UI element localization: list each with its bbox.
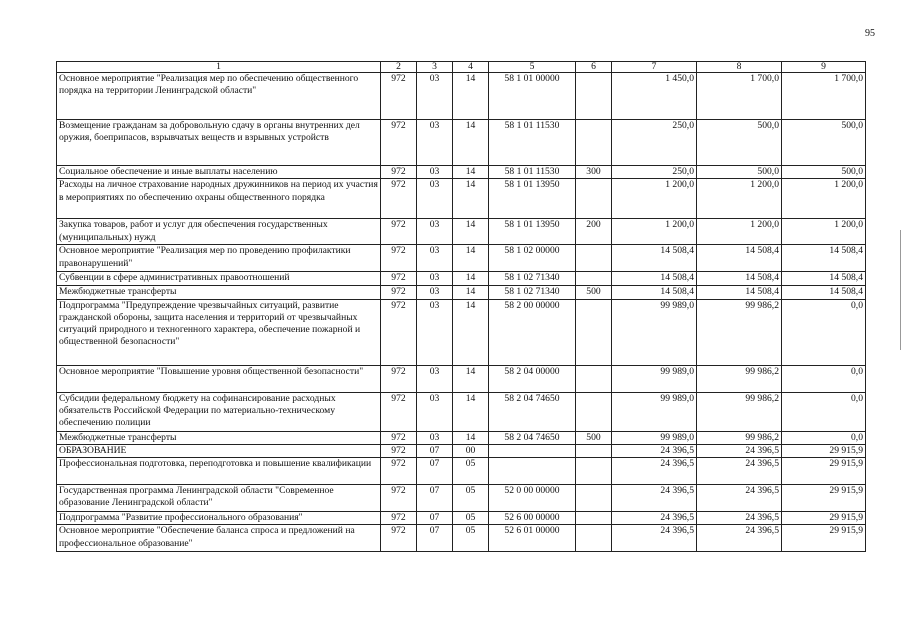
amount-year3-cell: 29 915,9 xyxy=(782,444,866,457)
amount-year3-cell: 29 915,9 xyxy=(782,485,866,512)
row-name-cell: Межбюджетные трансферты xyxy=(57,431,381,444)
ministry-code-cell: 972 xyxy=(381,272,417,286)
amount-year3-cell: 0,0 xyxy=(782,431,866,444)
amount-year3-cell: 1 700,0 xyxy=(782,73,866,120)
subsection-cell: 14 xyxy=(453,365,489,392)
column-header: 4 xyxy=(453,62,489,73)
amount-year1-cell: 24 396,5 xyxy=(612,444,697,457)
target-article-cell: 58 1 02 71340 xyxy=(489,286,576,299)
table-row xyxy=(57,272,866,286)
expense-type-cell xyxy=(576,512,612,525)
amount-year2-cell: 24 396,5 xyxy=(697,444,782,457)
subsection-cell: 05 xyxy=(453,458,489,485)
ministry-code-cell: 972 xyxy=(381,120,417,166)
expense-type-cell: 500 xyxy=(576,431,612,444)
subsection-cell: 00 xyxy=(453,444,489,457)
target-article-cell: 58 2 04 74650 xyxy=(489,431,576,444)
table-row xyxy=(57,365,866,392)
ministry-code-cell: 972 xyxy=(381,525,417,552)
amount-year2-cell: 99 986,2 xyxy=(697,299,782,365)
amount-year2-cell: 24 396,5 xyxy=(697,485,782,512)
amount-year3-cell: 500,0 xyxy=(782,166,866,179)
amount-year2-cell: 14 508,4 xyxy=(697,286,782,299)
section-cell: 07 xyxy=(417,512,453,525)
row-name-cell: Государственная программа Ленинградской области "Современное образование Ленинградской области" xyxy=(57,485,381,512)
amount-year2-cell: 99 986,2 xyxy=(697,431,782,444)
page-number: 95 xyxy=(865,28,875,39)
table-row xyxy=(57,392,866,431)
subsection-cell: 14 xyxy=(453,166,489,179)
section-cell: 07 xyxy=(417,485,453,512)
amount-year1-cell: 24 396,5 xyxy=(612,458,697,485)
ministry-code-cell: 972 xyxy=(381,444,417,457)
expense-type-cell: 300 xyxy=(576,166,612,179)
amount-year3-cell: 29 915,9 xyxy=(782,525,866,552)
amount-year2-cell: 1 200,0 xyxy=(697,179,782,219)
row-name-cell: Подпрограмма "Развитие профессионального образования" xyxy=(57,512,381,525)
expense-type-cell xyxy=(576,485,612,512)
amount-year3-cell: 1 200,0 xyxy=(782,179,866,219)
row-name-cell: Социальное обеспечение и иные выплаты населению xyxy=(57,166,381,179)
ministry-code-cell: 972 xyxy=(381,365,417,392)
target-article-cell: 58 1 01 11530 xyxy=(489,120,576,166)
section-cell: 07 xyxy=(417,458,453,485)
ministry-code-cell: 972 xyxy=(381,458,417,485)
expense-type-cell xyxy=(576,299,612,365)
section-cell: 03 xyxy=(417,245,453,272)
subsection-cell: 14 xyxy=(453,219,489,245)
expense-type-cell xyxy=(576,525,612,552)
target-article-cell: 52 0 00 00000 xyxy=(489,485,576,512)
amount-year3-cell: 29 915,9 xyxy=(782,458,866,485)
amount-year1-cell: 14 508,4 xyxy=(612,245,697,272)
expense-type-cell: 500 xyxy=(576,286,612,299)
ministry-code-cell: 972 xyxy=(381,166,417,179)
amount-year2-cell: 500,0 xyxy=(697,120,782,166)
ministry-code-cell: 972 xyxy=(381,485,417,512)
amount-year2-cell: 500,0 xyxy=(697,166,782,179)
expense-type-cell xyxy=(576,120,612,166)
expense-type-cell xyxy=(576,272,612,286)
table-row xyxy=(57,431,866,444)
section-cell: 03 xyxy=(417,299,453,365)
row-name-cell: Профессиональная подготовка, переподготовка и повышение квалификации xyxy=(57,458,381,485)
row-name-cell: Субвенции в сфере административных правоотношений xyxy=(57,272,381,286)
table-row xyxy=(57,512,866,525)
table-row xyxy=(57,458,866,485)
section-cell: 03 xyxy=(417,73,453,120)
subsection-cell: 14 xyxy=(453,73,489,120)
subsection-cell: 14 xyxy=(453,245,489,272)
subsection-cell: 05 xyxy=(453,485,489,512)
amount-year3-cell: 14 508,4 xyxy=(782,272,866,286)
subsection-cell: 14 xyxy=(453,431,489,444)
table-row xyxy=(57,245,866,272)
target-article-cell: 52 6 01 00000 xyxy=(489,525,576,552)
target-article-cell: 58 2 04 00000 xyxy=(489,365,576,392)
amount-year3-cell: 0,0 xyxy=(782,392,866,431)
section-cell: 03 xyxy=(417,179,453,219)
section-cell: 03 xyxy=(417,219,453,245)
column-number-row xyxy=(57,62,866,73)
row-name-cell: Межбюджетные трансферты xyxy=(57,286,381,299)
amount-year3-cell: 14 508,4 xyxy=(782,245,866,272)
section-cell: 03 xyxy=(417,166,453,179)
amount-year1-cell: 99 989,0 xyxy=(612,299,697,365)
expense-type-cell: 200 xyxy=(576,219,612,245)
subsection-cell: 14 xyxy=(453,120,489,166)
amount-year1-cell: 250,0 xyxy=(612,166,697,179)
target-article-cell: 58 2 04 74650 xyxy=(489,392,576,431)
target-article-cell: 58 1 01 13950 xyxy=(489,219,576,245)
amount-year2-cell: 99 986,2 xyxy=(697,365,782,392)
amount-year1-cell: 1 200,0 xyxy=(612,179,697,219)
ministry-code-cell: 972 xyxy=(381,179,417,219)
table-row xyxy=(57,166,866,179)
section-cell: 03 xyxy=(417,272,453,286)
budget-table xyxy=(56,61,866,552)
expense-type-cell xyxy=(576,444,612,457)
column-header: 2 xyxy=(381,62,417,73)
target-article-cell xyxy=(489,458,576,485)
section-cell: 03 xyxy=(417,392,453,431)
amount-year1-cell: 99 989,0 xyxy=(612,365,697,392)
target-article-cell: 58 1 01 00000 xyxy=(489,73,576,120)
target-article-cell: 58 1 02 00000 xyxy=(489,245,576,272)
target-article-cell: 58 1 02 71340 xyxy=(489,272,576,286)
target-article-cell: 52 6 00 00000 xyxy=(489,512,576,525)
table-row xyxy=(57,299,866,365)
amount-year2-cell: 99 986,2 xyxy=(697,392,782,431)
column-header: 5 xyxy=(489,62,576,73)
target-article-cell: 58 1 01 11530 xyxy=(489,166,576,179)
row-name-cell: Основное мероприятие "Повышение уровня общественной безопасности" xyxy=(57,365,381,392)
row-name-cell: ОБРАЗОВАНИЕ xyxy=(57,444,381,457)
amount-year3-cell: 29 915,9 xyxy=(782,512,866,525)
expense-type-cell xyxy=(576,458,612,485)
expense-type-cell xyxy=(576,392,612,431)
expense-type-cell xyxy=(576,179,612,219)
ministry-code-cell: 972 xyxy=(381,299,417,365)
ministry-code-cell: 972 xyxy=(381,512,417,525)
row-name-cell: Подпрограмма "Предупреждение чрезвычайных ситуаций, развитие гражданской обороны, защита населения и территорий от чрезвычайных ситуаций природного и техногенного характера, обеспечение пожарной и общественной безопасности" xyxy=(57,299,381,365)
subsection-cell: 05 xyxy=(453,525,489,552)
row-name-cell: Основное мероприятие "Обеспечение баланса спроса и предложений на профессиональное образование" xyxy=(57,525,381,552)
amount-year1-cell: 99 989,0 xyxy=(612,431,697,444)
column-header: 9 xyxy=(782,62,866,73)
amount-year3-cell: 500,0 xyxy=(782,120,866,166)
amount-year3-cell: 14 508,4 xyxy=(782,286,866,299)
amount-year1-cell: 24 396,5 xyxy=(612,525,697,552)
target-article-cell: 58 2 00 00000 xyxy=(489,299,576,365)
expense-type-cell xyxy=(576,73,612,120)
expense-type-cell xyxy=(576,365,612,392)
row-name-cell: Расходы на личное страхование народных дружинников на период их участия в мероприятиях по обеспечению охраны общественного порядка xyxy=(57,179,381,219)
section-cell: 07 xyxy=(417,444,453,457)
target-article-cell xyxy=(489,444,576,457)
ministry-code-cell: 972 xyxy=(381,245,417,272)
amount-year3-cell: 0,0 xyxy=(782,299,866,365)
row-name-cell: Основное мероприятие "Реализация мер по обеспечению общественного порядка на территории Ленинградской области" xyxy=(57,73,381,120)
row-name-cell: Основное мероприятие "Реализация мер по проведению профилактики правонарушений" xyxy=(57,245,381,272)
ministry-code-cell: 972 xyxy=(381,286,417,299)
section-cell: 03 xyxy=(417,286,453,299)
table-row xyxy=(57,444,866,457)
page-edge-line xyxy=(900,230,901,350)
amount-year1-cell: 250,0 xyxy=(612,120,697,166)
ministry-code-cell: 972 xyxy=(381,219,417,245)
amount-year3-cell: 0,0 xyxy=(782,365,866,392)
subsection-cell: 14 xyxy=(453,179,489,219)
table-row xyxy=(57,286,866,299)
row-name-cell: Возмещение гражданам за добровольную сдачу в органы внутренних дел оружия, боеприпасов, взрывчатых веществ и взрывных устройств xyxy=(57,120,381,166)
subsection-cell: 14 xyxy=(453,286,489,299)
row-name-cell: Закупка товаров, работ и услуг для обеспечения государственных (муниципальных) нужд xyxy=(57,219,381,245)
amount-year1-cell: 99 989,0 xyxy=(612,392,697,431)
target-article-cell: 58 1 01 13950 xyxy=(489,179,576,219)
row-name-cell: Субсидии федеральному бюджету на софинансирование расходных обязательств Российской Федерации по материально-техническому обеспечению полиции xyxy=(57,392,381,431)
amount-year2-cell: 24 396,5 xyxy=(697,525,782,552)
ministry-code-cell: 972 xyxy=(381,431,417,444)
section-cell: 03 xyxy=(417,120,453,166)
subsection-cell: 14 xyxy=(453,299,489,365)
section-cell: 03 xyxy=(417,431,453,444)
amount-year2-cell: 24 396,5 xyxy=(697,512,782,525)
ministry-code-cell: 972 xyxy=(381,392,417,431)
table-row xyxy=(57,120,866,166)
subsection-cell: 14 xyxy=(453,272,489,286)
column-header: 6 xyxy=(576,62,612,73)
subsection-cell: 14 xyxy=(453,392,489,431)
table-row xyxy=(57,73,866,120)
amount-year1-cell: 1 200,0 xyxy=(612,219,697,245)
amount-year1-cell: 14 508,4 xyxy=(612,286,697,299)
amount-year1-cell: 24 396,5 xyxy=(612,512,697,525)
amount-year2-cell: 24 396,5 xyxy=(697,458,782,485)
amount-year3-cell: 1 200,0 xyxy=(782,219,866,245)
section-cell: 07 xyxy=(417,525,453,552)
column-header: 8 xyxy=(697,62,782,73)
column-header: 3 xyxy=(417,62,453,73)
amount-year1-cell: 14 508,4 xyxy=(612,272,697,286)
amount-year2-cell: 14 508,4 xyxy=(697,272,782,286)
amount-year2-cell: 1 700,0 xyxy=(697,73,782,120)
expense-type-cell xyxy=(576,245,612,272)
table-row xyxy=(57,219,866,245)
table-row xyxy=(57,485,866,512)
table-row xyxy=(57,525,866,552)
amount-year2-cell: 1 200,0 xyxy=(697,219,782,245)
column-header: 1 xyxy=(57,62,381,73)
amount-year1-cell: 1 450,0 xyxy=(612,73,697,120)
subsection-cell: 05 xyxy=(453,512,489,525)
column-header: 7 xyxy=(612,62,697,73)
amount-year1-cell: 24 396,5 xyxy=(612,485,697,512)
amount-year2-cell: 14 508,4 xyxy=(697,245,782,272)
table-row xyxy=(57,179,866,219)
section-cell: 03 xyxy=(417,365,453,392)
ministry-code-cell: 972 xyxy=(381,73,417,120)
